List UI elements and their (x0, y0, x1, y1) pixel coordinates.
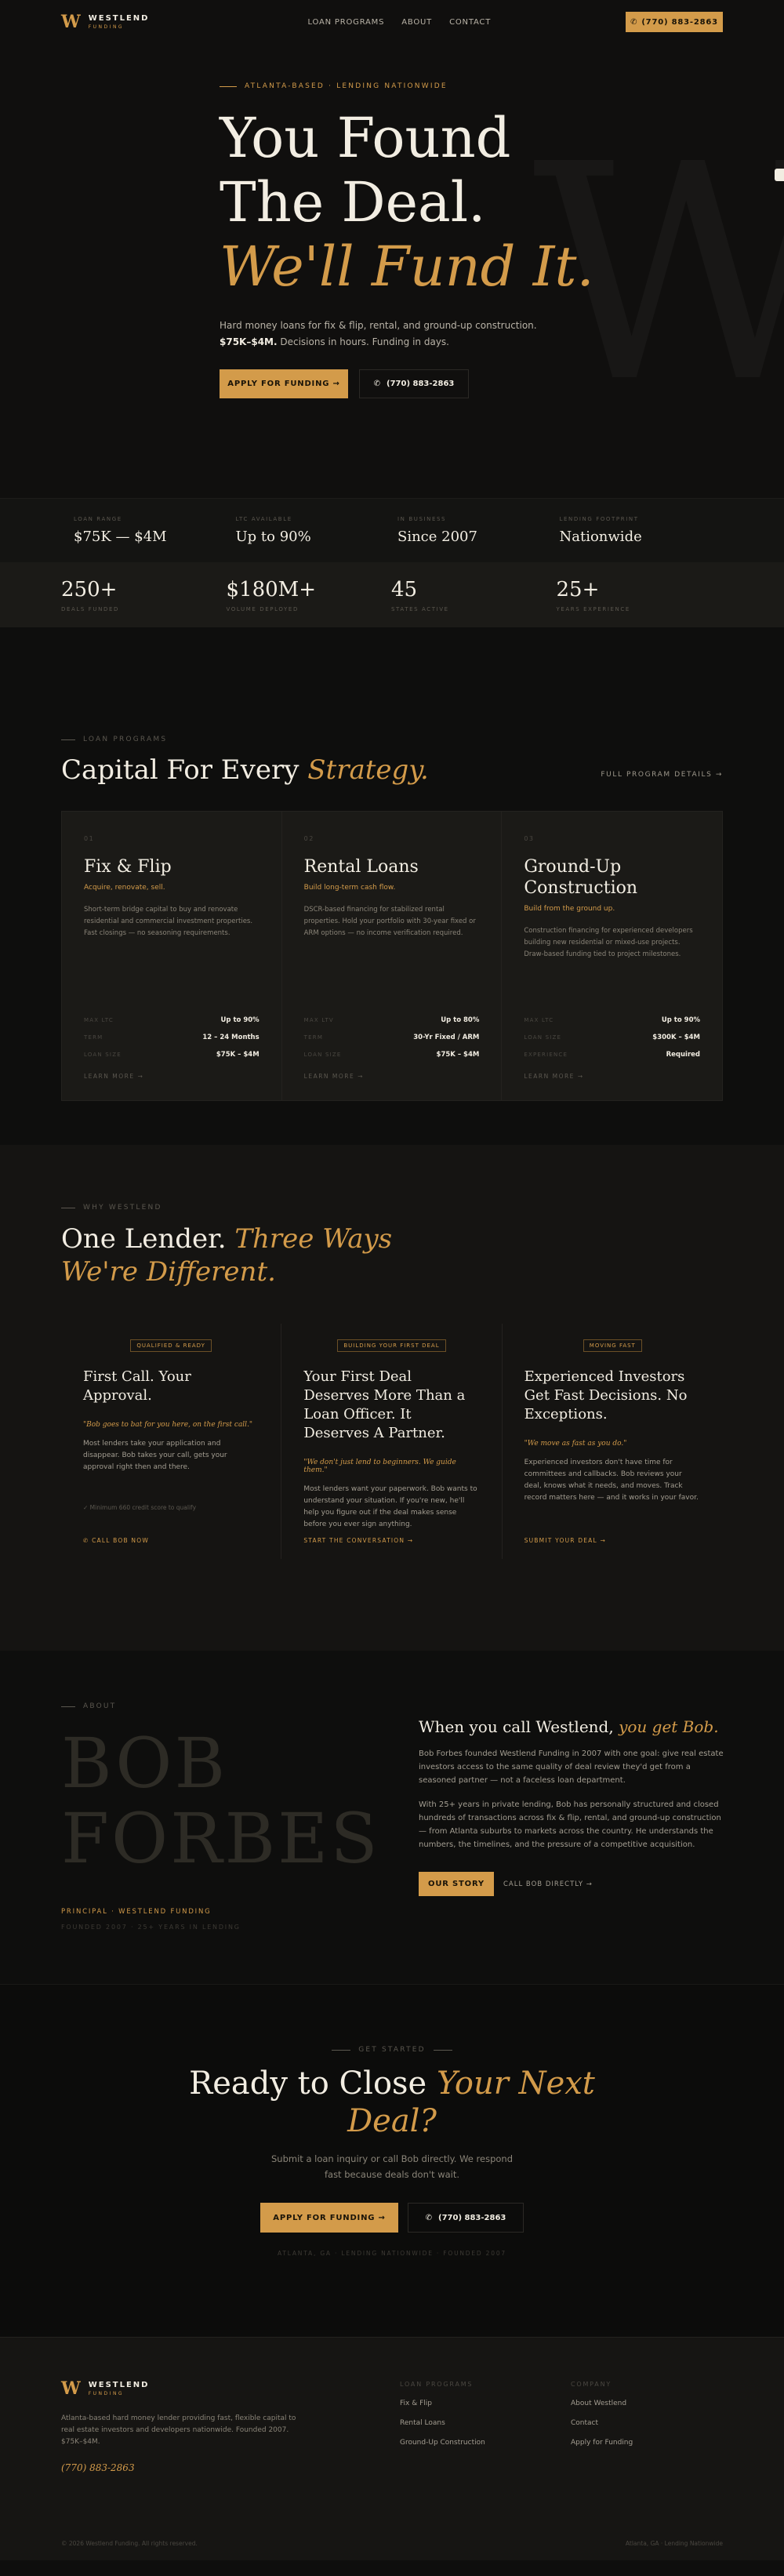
program-card-fix-flip[interactable] (62, 812, 282, 1100)
programs-eyebrow (61, 736, 723, 743)
call-bob-label: CALL BOB NOW (92, 1537, 149, 1544)
footer-link-rental[interactable]: Rental Loans (400, 2419, 445, 2427)
cta-title (0, 2065, 784, 2140)
stat-label: DEALS FUNDED (61, 606, 119, 612)
spec-key: TERM (84, 1034, 103, 1041)
hero-eyebrow-text: ATLANTA-BASED · LENDING NATIONWIDE (245, 82, 448, 90)
spec-row (304, 1012, 480, 1029)
why-title-2-italic: We're Different. (61, 1256, 276, 1288)
spec-key: MAX LTC (84, 1017, 114, 1023)
program-number: 03 (524, 835, 535, 842)
cta-title-italic-2: Deal? (347, 2103, 437, 2139)
footer-description: Atlanta-based hard money lender providing fast, flexible capital to real estate investors and developers nationwide. Founded 2007. $75K–$4M. (61, 2414, 296, 2446)
stat-value: 250+ (61, 578, 118, 601)
program-title: Fix & Flip (84, 857, 172, 877)
spec-value: Up to 80% (441, 1016, 480, 1024)
why-eyebrow-text: WHY WESTLEND (83, 1204, 162, 1212)
phone-icon: ✆ (425, 2213, 433, 2222)
spec-row (84, 1046, 260, 1063)
stat-label: VOLUME DEPLOYED (226, 606, 299, 612)
cta-location: ATLANTA, GA · LENDING NATIONWIDE · FOUNDED 2007 (278, 2250, 506, 2257)
why-title-1-italic: Three Ways (234, 1223, 393, 1255)
logo-word: WESTLEND (88, 2381, 150, 2389)
programs-title-italic: Strategy. (307, 754, 429, 786)
cta-eyebrow-text: GET STARTED (358, 2046, 426, 2054)
apply-for-funding-button[interactable]: APPLY FOR FUNDING → (220, 369, 348, 398)
program-tagline: Acquire, renovate, sell. (84, 884, 165, 892)
why-card-body: Most lenders want your paperwork. Bob wants to understand your situation. If you're new, he'll help you figure out if the deal makes sense before you ever sign anything. (303, 1485, 477, 1528)
stat-label: LTC AVAILABLE (235, 516, 292, 522)
call-bob-now-link[interactable] (83, 1537, 149, 1544)
stat-label: LENDING FOOTPRINT (559, 516, 639, 522)
stat-value: Up to 90% (235, 529, 311, 545)
why-title-1: One Lender. (61, 1223, 227, 1255)
logo-text (89, 2381, 150, 2396)
why-card-quote: "We move as fast as you do." (524, 1440, 627, 1448)
stat-loan-range (74, 499, 236, 562)
stat-label: STATES ACTIVE (391, 606, 449, 612)
program-specs (304, 1012, 480, 1080)
footer-link-about[interactable]: About Westlend (571, 2400, 627, 2407)
founder-last-name: FORBES (61, 1798, 380, 1879)
hero-subtitle (220, 318, 627, 351)
learn-more-link[interactable]: LEARN MORE → (84, 1073, 144, 1080)
founder-first-name: BOB (61, 1723, 228, 1804)
full-program-details-link[interactable]: FULL PROGRAM DETAILS → (601, 771, 723, 779)
footer-link-fix-flip[interactable]: Fix & Flip (400, 2400, 432, 2407)
about-eyebrow (61, 1702, 380, 1710)
spec-row (84, 1029, 260, 1046)
hero-sub-rest: Decisions in hours. Funding in days. (280, 336, 449, 347)
footer-link-apply[interactable]: Apply for Funding (571, 2439, 633, 2447)
stat-label: YEARS EXPERIENCE (556, 606, 630, 612)
call-bob-directly-link[interactable]: CALL BOB DIRECTLY → (503, 1880, 593, 1888)
founder-name (61, 1723, 380, 1879)
submit-your-deal-link[interactable]: SUBMIT YOUR DEAL → (524, 1537, 606, 1544)
logo-text (89, 14, 150, 30)
why-badge: BUILDING YOUR FIRST DEAL (337, 1339, 445, 1352)
why-card-experienced (503, 1324, 723, 1559)
founder-role: PRINCIPAL · WESTLEND FUNDING (61, 1908, 212, 1916)
spec-row (304, 1029, 480, 1046)
footer-phone[interactable]: (770) 883-2863 (61, 2462, 135, 2473)
why-title (61, 1223, 723, 1288)
programs-title (61, 754, 723, 786)
eyebrow-rule (61, 1706, 75, 1707)
spec-value: Up to 90% (661, 1016, 700, 1024)
copyright: © 2026 Westlend Funding. All rights reserved. (61, 2540, 198, 2547)
why-card-first-deal (281, 1324, 502, 1559)
spec-row (524, 1012, 700, 1029)
stat-value: 45 (391, 578, 418, 601)
hero-content (220, 82, 627, 398)
cta-title-italic-1: Your Next (436, 2066, 595, 2102)
why-card-title: First Call. Your Approval. (83, 1368, 191, 1404)
hero-phone-button[interactable] (359, 369, 469, 398)
stats-top-bar (0, 498, 784, 562)
spec-row (84, 1012, 260, 1029)
about-section (0, 1651, 784, 1984)
spec-row (524, 1029, 700, 1046)
why-card-quote: "Bob goes to bat for you here, on the first call." (83, 1421, 253, 1429)
program-specs (84, 1012, 260, 1080)
footer-col-company (571, 2381, 633, 2447)
cta-phone-button[interactable] (408, 2203, 524, 2233)
logo-mark: W (61, 2378, 81, 2399)
cta-buttons (0, 2203, 784, 2233)
program-description: Short-term bridge capital to buy and renovate residential and commercial investment properties. Fast closings — no seasoning requirements. (84, 906, 253, 937)
loan-programs-section (0, 627, 784, 1145)
credit-score-note: ✓ Minimum 660 credit score to qualify (83, 1504, 197, 1511)
program-tagline: Build long-term cash flow. (303, 884, 396, 892)
nav-link-loan-programs[interactable]: LOAN PROGRAMS (307, 17, 385, 27)
footer-location: Atlanta, GA · Lending Nationwide (625, 2540, 723, 2547)
stat-label: LOAN RANGE (74, 516, 122, 522)
spec-row (304, 1046, 480, 1063)
program-card-rental[interactable] (282, 812, 503, 1100)
phone-icon: ✆ (83, 1537, 93, 1544)
spec-value: $75K – $4M (436, 1051, 480, 1059)
program-cards (61, 811, 723, 1101)
about-heading (419, 1717, 724, 1736)
program-specs (524, 1012, 700, 1080)
cta-apply-button[interactable]: APPLY FOR FUNDING → (260, 2203, 398, 2233)
cta-title-text: Ready to Close (189, 2066, 427, 2102)
spec-key: EXPERIENCE (524, 1052, 568, 1058)
nav-phone-label: (770) 883-2863 (641, 17, 718, 27)
spec-key: TERM (303, 1034, 324, 1041)
nav-phone-button[interactable] (626, 12, 723, 32)
footer-brand (61, 2378, 296, 2473)
nav-links (307, 18, 491, 27)
hero-line-1: You Found (220, 106, 511, 170)
hero-phone-label: (770) 883-2863 (387, 380, 455, 388)
stat-label: IN BUSINESS (397, 516, 447, 522)
why-card-body: Experienced investors don't have time for committees and callbacks. Bob reviews your deal, knows what it needs, and moves. Track record matters here — and it works in your favor. (524, 1459, 699, 1502)
learn-more-link[interactable]: LEARN MORE → (524, 1073, 584, 1080)
spec-key: LOAN SIZE (524, 1034, 562, 1041)
footer-col-title: LOAN PROGRAMS (400, 2381, 474, 2388)
logo-mark: W (61, 12, 81, 32)
eyebrow-rule (61, 739, 75, 740)
spec-value: 30-Yr Fixed / ARM (413, 1034, 480, 1041)
stat-volume (227, 562, 392, 627)
program-description: DSCR-based financing for stabilized rental properties. Hold your portfolio with 30-year fixed or ARM options — no income verification required. (303, 906, 476, 937)
about-paragraph-1: Bob Forbes founded Westlend Funding in 2007 with one goal: give real estate investors access to the same quality of deal review they'd get from a seasoned partner — not a faceless loan department. (419, 1749, 724, 1785)
learn-more-link[interactable]: LEARN MORE → (303, 1073, 364, 1080)
logo[interactable] (61, 12, 149, 32)
stat-states (391, 562, 557, 627)
spec-value: Required (666, 1051, 700, 1059)
spec-key: LOAN SIZE (303, 1052, 342, 1058)
hero-buttons (220, 369, 627, 398)
spec-key: LOAN SIZE (84, 1052, 122, 1058)
about-left (61, 1702, 380, 1931)
spec-value: 12 – 24 Months (202, 1034, 260, 1041)
spec-value: $75K – $4M (216, 1051, 260, 1059)
program-title: Rental Loans (303, 857, 419, 877)
why-eyebrow (61, 1204, 723, 1212)
why-card-title: Your First Deal Deserves More Than a Loan Officer. It Deserves A Partner. (303, 1368, 466, 1441)
why-card-title: Experienced Investors Get Fast Decisions. No Exceptions. (524, 1368, 688, 1422)
hero-sub-text: Hard money loans for fix & flip, rental, and ground-up construction. (220, 320, 537, 331)
start-conversation-link[interactable]: START THE CONVERSATION → (303, 1537, 414, 1544)
spec-key: MAX LTV (303, 1017, 334, 1023)
spec-value: Up to 90% (220, 1016, 260, 1024)
footer-logo[interactable] (61, 2378, 296, 2399)
floating-widget-icon[interactable] (775, 169, 784, 181)
about-eyebrow-text: ABOUT (83, 1702, 117, 1710)
cta-eyebrow (0, 2046, 784, 2054)
eyebrow-rule (220, 86, 237, 87)
hero-line-2: The Deal. (220, 170, 486, 234)
spec-value: $300K – $4M (652, 1034, 700, 1041)
stat-value: Nationwide (559, 529, 642, 545)
program-tagline: Build from the ground up. (524, 905, 615, 913)
stat-years (557, 562, 722, 627)
hero-eyebrow (220, 82, 627, 90)
programs-title-text: Capital For Every (61, 754, 299, 786)
stat-value: $75K — $4M (74, 529, 167, 545)
phone-icon: ✆ (630, 17, 638, 27)
stat-in-business (397, 499, 560, 562)
about-heading-italic: you get Bob. (619, 1717, 719, 1736)
footer-col-title: COMPANY (571, 2381, 612, 2388)
why-cards (61, 1324, 723, 1559)
program-number: 01 (84, 835, 95, 842)
logo-sub: FUNDING (88, 2391, 125, 2396)
footer-col-loan-programs (400, 2381, 485, 2447)
about-right (419, 1717, 724, 1896)
stat-value: 25+ (556, 578, 600, 601)
spec-key: MAX LTC (524, 1017, 554, 1023)
footer-bottom (61, 2540, 723, 2547)
stat-footprint (560, 499, 722, 562)
cta-paragraph: Submit a loan inquiry or call Bob directly. We respond fast because deals don't wait. (271, 2153, 513, 2180)
about-paragraph-2: With 25+ years in private lending, Bob has personally structured and closed hundreds of transactions across fix & flip, rental, and ground-up construction — from Atlanta suburbs to markets across the country. He understands the numbers, the timelines, and the pressure of a competitive acquisition. (419, 1800, 721, 1849)
program-number: 02 (303, 835, 314, 842)
founder-since: FOUNDED 2007 · 25+ YEARS IN LENDING (61, 1924, 241, 1931)
programs-eyebrow-text: LOAN PROGRAMS (83, 736, 168, 743)
program-description: Construction financing for experienced developers building new residential or mixed-use projects. Draw-based funding tied to project milestones. (524, 927, 693, 958)
why-westlend-section (0, 1145, 784, 1651)
hero-headline (220, 106, 627, 299)
hero-line-3: We'll Fund It. (220, 234, 594, 299)
stats-bottom-bar (0, 562, 784, 627)
eyebrow-rule (434, 2050, 452, 2051)
hero-section (0, 0, 784, 498)
stat-value: $180M+ (226, 578, 317, 601)
cta-phone-label: (770) 883-2863 (438, 2213, 506, 2222)
logo-sub: FUNDING (88, 24, 125, 30)
footer-link-contact[interactable]: Contact (571, 2419, 599, 2427)
why-card-quote: "We don't just lend to beginners. We guide them." (303, 1459, 456, 1474)
our-story-button[interactable]: OUR STORY (419, 1872, 494, 1896)
why-badge: QUALIFIED & READY (130, 1339, 212, 1352)
spec-row (524, 1046, 700, 1063)
logo-word: WESTLEND (88, 14, 150, 23)
why-badge: MOVING FAST (583, 1339, 642, 1352)
footer (0, 2337, 784, 2560)
about-heading-text: When you call Westlend, (419, 1717, 614, 1736)
stat-deals-funded (61, 562, 227, 627)
stat-value: Since 2007 (397, 529, 477, 545)
stat-ltc (236, 499, 398, 562)
hero-sub-bold: $75K–$4M. (220, 336, 278, 347)
top-nav (0, 0, 784, 44)
eyebrow-rule (332, 2050, 350, 2051)
get-started-section (0, 1984, 784, 2337)
footer-link-ground-up[interactable]: Ground-Up Construction (400, 2439, 485, 2447)
program-title: Ground-Up Construction (524, 857, 638, 898)
nav-link-contact[interactable]: CONTACT (449, 17, 492, 27)
about-buttons (419, 1872, 724, 1896)
program-card-ground-up[interactable] (502, 812, 722, 1100)
why-card-first-call (61, 1324, 281, 1559)
phone-icon: ✆ (373, 380, 381, 388)
nav-link-about[interactable]: ABOUT (401, 17, 433, 27)
why-card-body: Most lenders take your application and disappear. Bob takes your call, gets your approval right then and there. (83, 1440, 227, 1471)
